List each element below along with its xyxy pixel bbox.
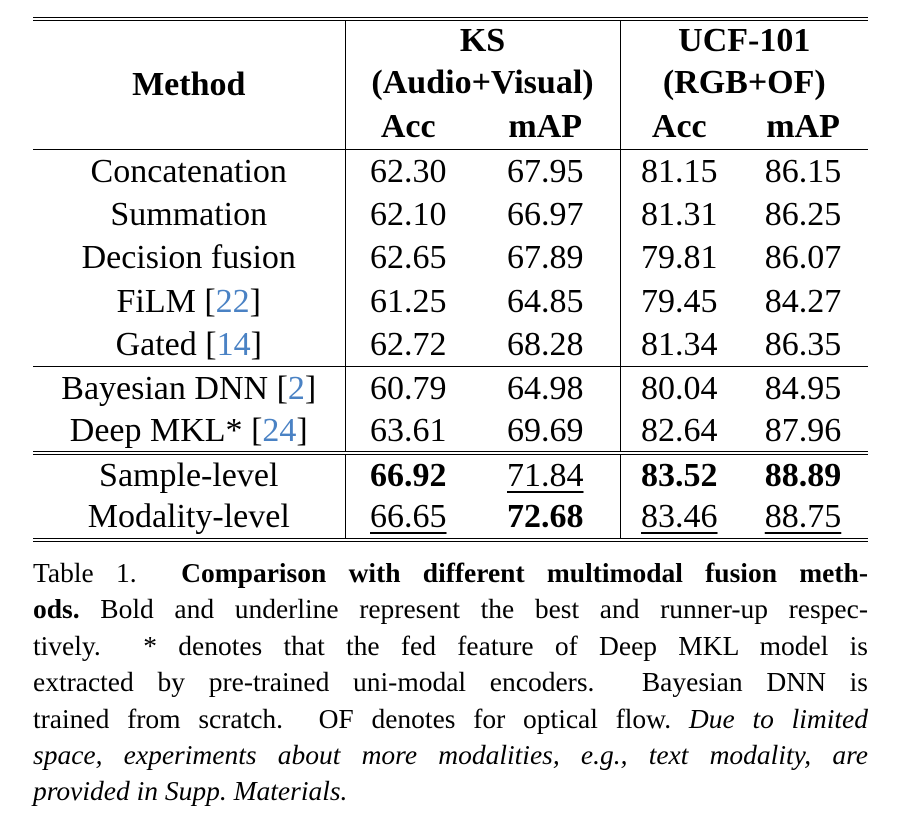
table-row [33,453,868,496]
method-cell: Concatenation [33,150,345,193]
value-cell: 67.89 [471,236,620,279]
value-cell: 71.84 [471,453,620,496]
value-cell: 79.81 [641,239,718,277]
value-cell: 79.45 [641,282,718,320]
value-cell: 72.68 [471,497,620,540]
ks-map-header: mAP [471,105,620,150]
ks-group-title: KS [345,19,620,61]
value-cell: 64.98 [471,366,620,409]
value-cell: 68.28 [471,323,620,366]
value-cell: 66.92 [345,453,471,496]
table-head [33,19,868,150]
value-cell: 69.69 [471,410,620,453]
caption-line [33,737,868,773]
ks-acc-header: Acc [380,108,436,146]
citation-link[interactable]: 24 [262,411,297,449]
value-cell: 86.15 [738,150,868,193]
ks-group-subtitle: (Audio+Visual) [345,61,620,105]
value-cell: 83.52 [620,453,738,496]
caption-text: tively. * denotes that the fed feature of Deep MKL model is [33,629,868,661]
value-cell: 86.35 [764,325,842,363]
method-cell: Gated [14] [33,323,345,366]
value-cell: 84.27 [764,282,842,320]
paper-table-figure [33,17,868,810]
ucf-acc-header: Acc [651,108,707,146]
table-row [33,366,868,409]
value-cell: 86.07 [764,239,842,277]
results-table [33,17,868,542]
citation-link[interactable]: 14 [216,325,251,363]
value-cell: 80.04 [620,366,738,409]
header-row-group-title [33,19,868,61]
value-cell: 86.25 [764,195,842,233]
method-cell: FiLM [22] [33,280,345,323]
table-row [33,280,868,323]
caption-bold-text: Comparison with different multimodal fusion meth- [181,557,868,589]
value-cell: 82.64 [641,411,718,449]
caption-text: Bold and underline represent the best and runner-up respec- [79,593,868,625]
method-column-header: Method [33,19,345,150]
ucf-map-header: mAP [766,108,840,146]
value-cell: 81.31 [641,195,718,233]
caption-line [33,773,868,809]
value-cell: 87.96 [764,411,842,449]
caption-line [33,628,868,664]
ucf-group-title: UCF-101 [678,22,811,60]
method-cell: Deep MKL* [24] [33,410,345,453]
caption-text: Table 1. [33,557,182,589]
value-cell: 62.10 [370,195,447,233]
caption-line [33,664,868,700]
value-cell: 63.61 [370,411,447,449]
caption-line [33,591,868,627]
caption-bold-text: ods. [33,593,80,625]
caption-italic-text: provided in Supp. Materials. [33,775,348,807]
value-cell: 88.75 [764,498,842,536]
value-cell: 62.72 [370,325,447,363]
caption-line [33,701,868,737]
value-cell: 64.85 [471,280,620,323]
citation-link[interactable]: 2 [287,369,305,407]
caption-italic-text: space, experiments about more modalities, e.g., text modality, are [33,739,868,771]
ucf-group-subtitle: (RGB+OF) [662,64,826,102]
value-cell: 67.95 [471,150,620,193]
method-cell: Summation [33,193,345,236]
value-cell: 61.25 [370,282,447,320]
caption-text: extracted by pre-trained uni-modal encoders. Bayesian DNN is [33,666,868,698]
value-cell: 83.46 [641,498,718,536]
table-row [33,193,868,236]
method-cell: Bayesian DNN [2] [33,366,345,409]
table-row [33,323,868,366]
citation-link[interactable]: 22 [215,282,250,320]
method-cell: Sample-level [33,453,345,496]
value-cell: 62.65 [370,239,447,277]
table-row [33,150,868,193]
method-cell: Modality-level [33,497,345,540]
value-cell: 88.89 [738,453,868,496]
value-cell: 60.79 [345,366,471,409]
table-row [33,497,868,540]
value-cell: 81.15 [620,150,738,193]
caption-line [33,555,868,591]
value-cell: 84.95 [738,366,868,409]
value-cell: 66.97 [471,193,620,236]
table-caption [33,555,868,810]
table-row [33,410,868,453]
caption-text: trained from scratch. OF denotes for optical flow. [33,702,689,734]
table-row [33,236,868,279]
table-body [33,150,868,541]
value-cell: 62.30 [345,150,471,193]
caption-italic-text: Due to limited [688,702,868,734]
method-cell: Decision fusion [33,236,345,279]
value-cell: 81.34 [641,325,718,363]
value-cell: 66.65 [370,498,447,536]
